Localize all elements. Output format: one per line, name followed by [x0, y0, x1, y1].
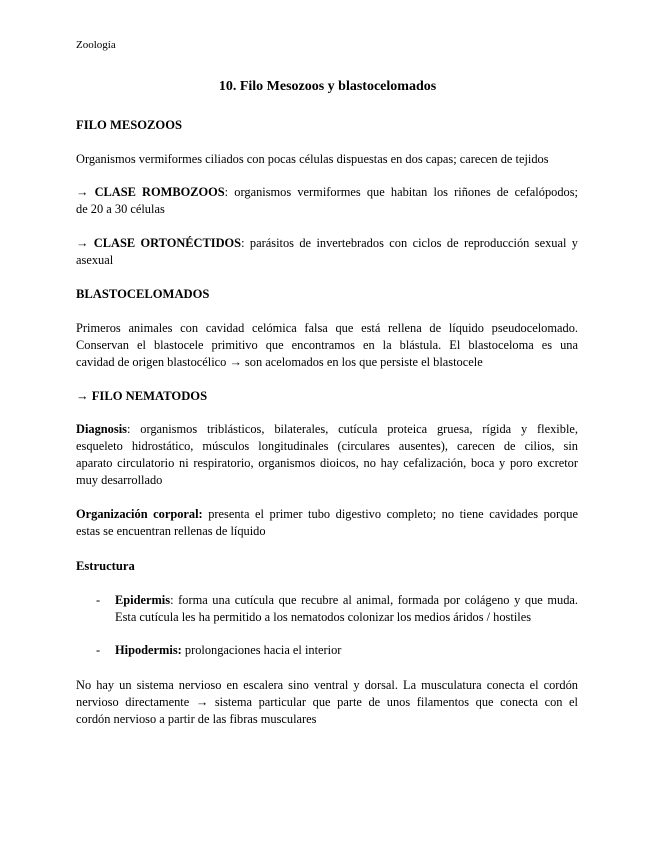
ortonectidos-term: CLASE ORTONÉCTIDOS — [93, 236, 242, 250]
arrow-glyph: → — [76, 185, 89, 199]
hipodermis-body — [115, 642, 578, 659]
ortonectidos-line-1 — [76, 235, 578, 252]
nervioso-line-2: nervioso directamente → sistema particular que parte de unos filamentos que conecta con el — [76, 695, 578, 709]
document-title: 10. Filo Mesozoos y blastocelomados — [218, 79, 437, 94]
organizacion-desc: presenta el primer tubo digestivo completo; no tiene cavidades porque — [202, 507, 578, 521]
epidermis-line-2: Esta cutícula les ha permitido a los nematodos colonizar los medios áridos / hostiles — [115, 610, 532, 624]
bullet-dash: - — [96, 643, 101, 657]
bullet-dash: - — [96, 593, 101, 607]
rombozoos-term: CLASE ROMBOZOOS — [94, 185, 225, 199]
diagnosis-paragraph — [76, 421, 578, 489]
section-heading-blastocelomados: BLASTOCELOMADOS — [76, 287, 210, 301]
diagnosis-line-1 — [76, 421, 578, 438]
blastocelomados-line-2: Conservan el blastocele primitivo que encontramos en la blástula. El blastoceloma es una — [76, 338, 578, 352]
section-heading-nematodos: → FILO NEMATODOS — [76, 389, 208, 403]
organizacion-term: Organización corporal: — [76, 507, 203, 521]
rombozoos-paragraph — [76, 184, 578, 218]
diagnosis-term: Diagnosis — [76, 422, 127, 436]
nervioso-line-3: cordón nervioso a partir de las fibras musculares — [76, 712, 317, 726]
rombozoos-desc: : organismos vermiformes que habitan los riñones de cefalópodos; — [224, 185, 578, 199]
hipodermis-term: Hipodermis: — [115, 643, 182, 657]
epidermis-desc: : forma una cutícula que recubre al animal, formada por colágeno y que muda. — [170, 593, 578, 607]
list-item-hipodermis — [96, 642, 578, 659]
epidermis-line-1 — [115, 592, 578, 609]
sistema-nervioso-paragraph — [76, 677, 578, 728]
section-heading-mesozoos: FILO MESOZOOS — [76, 118, 183, 132]
blastocelomados-line-3: cavidad de origen blastocélico → son acelomados en los que persiste el blastocele — [76, 355, 483, 369]
mesozoos-intro — [76, 151, 578, 168]
blastocelomados-paragraph — [76, 320, 578, 371]
blastocelomados-line-1: Primeros animales con cavidad celómica falsa que está rellena de líquido pseudocelomado. — [76, 321, 578, 335]
diagnosis-line-2: esqueleto hidrostático, músculos longitudinales (circulares ausentes), carecen de cilios, sin — [76, 439, 578, 453]
ortonectidos-paragraph — [76, 235, 578, 269]
ortonectidos-line-2: asexual — [76, 253, 114, 267]
section-heading-estructura: Estructura — [76, 559, 135, 573]
diagnosis-line-3: aparato circulatorio ni respiratorio, organismos dioicos, no hay cefalización, boca y poro excretor — [76, 456, 578, 470]
nervioso-line-1: No hay un sistema nervioso en escalera sino ventral y dorsal. La musculatura conecta el cordón — [76, 678, 578, 692]
epidermis-body — [115, 592, 578, 626]
hipodermis-desc: prolongaciones hacia el interior — [181, 643, 342, 657]
list-item-epidermis — [96, 592, 578, 626]
rombozoos-line-2: de 20 a 30 células — [76, 202, 165, 216]
hipodermis-line-1 — [115, 642, 578, 659]
ortonectidos-desc: : parásitos de invertebrados con ciclos de reproducción sexual y — [241, 236, 578, 250]
diagnosis-line-4: muy desarrollado — [76, 473, 163, 487]
organizacion-paragraph — [76, 506, 578, 540]
arrow-glyph: → — [76, 236, 89, 250]
diagnosis-desc: : organismos triblásticos, bilaterales, cutícula proteica gruesa, rígida y flexible, — [126, 422, 578, 436]
rombozoos-line-1 — [76, 184, 578, 201]
page-header-subject: Zoología — [76, 39, 116, 51]
epidermis-term: Epidermis — [115, 593, 171, 607]
mesozoos-intro-text: Organismos vermiformes ciliados con pocas células dispuestas en dos capas; carecen de tejidos — [76, 152, 549, 166]
organizacion-line-2: estas se encuentran rellenas de líquido — [76, 524, 266, 538]
organizacion-line-1 — [76, 506, 578, 523]
